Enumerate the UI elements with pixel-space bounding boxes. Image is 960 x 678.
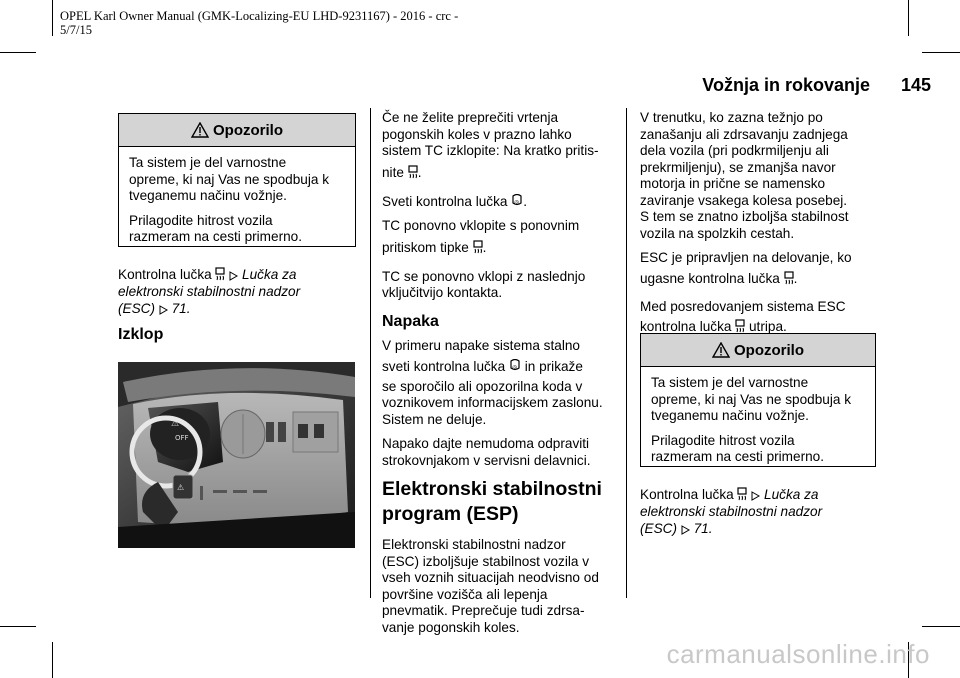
text-line: Med posredovanjem sistema ESC xyxy=(640,298,846,314)
text-line: TC ponovno vklopite s ponovnim xyxy=(382,218,580,233)
photo-button-label: OFF xyxy=(175,434,189,442)
reference-link[interactable]: (ESC) xyxy=(118,301,156,316)
heading-line: program (ESP) xyxy=(382,503,519,525)
text-line: tveganemu načinu vožnje. xyxy=(129,188,287,203)
text-line: Če ne želite preprečiti vrtenja xyxy=(382,110,559,125)
reference-page[interactable]: 71. xyxy=(171,301,191,316)
tc-off-indicator-icon xyxy=(511,194,523,208)
cross-reference xyxy=(118,266,358,317)
column-divider xyxy=(626,108,627,598)
traction-control-icon xyxy=(215,267,225,281)
text-line: razmeram na cesti primerno. xyxy=(129,229,302,244)
text-line: opreme, ki naj Vas ne spodbuja k xyxy=(651,391,851,407)
reference-link[interactable]: Lučka za xyxy=(764,487,819,502)
text-line: Sistem ne deluje. xyxy=(382,411,487,427)
crop-mark xyxy=(0,52,36,53)
paragraph xyxy=(382,338,622,428)
text-line: Prilagodite hitrost vozila xyxy=(129,212,273,228)
text-line: Ta sistem je del varnostne xyxy=(129,155,287,170)
svg-text:◎: ◎ xyxy=(514,198,520,206)
text-line: Elektronski stabilnostni nadzor xyxy=(382,537,566,552)
heading-izklop: Izklop xyxy=(118,326,164,343)
warning-icon xyxy=(712,342,730,358)
text-line: Prilagodite hitrost vozila xyxy=(651,432,795,448)
text-line: Napako dajte nemudoma odpraviti xyxy=(382,436,590,451)
text-line: vanje pogonskih koles. xyxy=(382,619,520,635)
text-line: Kontrolna lučka xyxy=(118,267,212,282)
paragraph xyxy=(382,537,622,636)
column-2-text xyxy=(382,110,622,644)
warning-paragraph xyxy=(129,155,345,205)
reference-link[interactable]: elektronski stabilnostni nadzor xyxy=(640,504,823,519)
section-title: Vožnja in rokovanje xyxy=(702,75,870,95)
text-line: (ESC) izboljšuje stabilnost vozila v xyxy=(382,553,590,569)
warning-paragraph xyxy=(651,433,865,466)
meta-line-1: OPEL Karl Owner Manual (GMK-Localizing-EU LHD-9231167) - 2016 - crc - xyxy=(60,9,459,23)
text-line: vozila na spolzkih cestah. xyxy=(640,225,795,241)
text-line: utripa. xyxy=(749,319,787,334)
column-divider xyxy=(370,108,371,598)
text-line: strokovnjakom v servisni delavnici. xyxy=(382,452,591,468)
text-line: pogonskih koles v prazno lahko xyxy=(382,126,572,142)
text-line: Ta sistem je del varnostne xyxy=(651,375,809,390)
paragraph: TC ponovno vklopite s ponovnim pritiskom tipke . xyxy=(382,218,580,255)
reference-link[interactable]: (ESC) xyxy=(640,521,678,536)
traction-control-icon xyxy=(737,487,747,501)
text-line: in prikaže xyxy=(524,358,583,374)
text-line: vseh voznih situacijah neodvisno od xyxy=(382,570,599,585)
column-3-reference xyxy=(640,486,880,545)
text-line: razmeram na cesti primerno. xyxy=(651,449,824,464)
text-line: Kontrolna lučka xyxy=(640,487,734,502)
text-line: prekrmiljenju), se zmanjša navor xyxy=(640,159,836,175)
heading-esp xyxy=(382,477,622,527)
text-line: opreme, ki naj Vas ne spodbuja k xyxy=(129,171,329,187)
paragraph: ESC je pripravljen na delovanje, ko ugasne kontrolna lučka . xyxy=(640,250,852,286)
crop-mark xyxy=(922,52,960,53)
warning-header xyxy=(119,114,355,147)
text-line: ESC je pripravljen na delovanje, ko xyxy=(640,250,852,265)
text-line: pnevmatik. Preprečuje tudi zdrsa- xyxy=(382,603,585,618)
svg-text:⚠: ⚠ xyxy=(171,419,180,429)
text-line: motorja in prične se namensko xyxy=(640,176,826,191)
reference-arrow-icon xyxy=(751,491,760,501)
text-line: zaviranje vsakega kolesa posebej. xyxy=(640,192,848,208)
column-3-text xyxy=(640,110,880,347)
text-line: dela vozila (pri podkrmiljenju ali xyxy=(640,143,829,158)
text-line: pritiskom tipke xyxy=(382,239,469,255)
text-line: voznikovem informacijskem zaslonu. xyxy=(382,395,603,410)
warning-icon xyxy=(191,122,209,138)
crop-mark xyxy=(52,0,53,36)
heading-line: Elektronski stabilnostni xyxy=(382,478,602,500)
reference-arrow-icon xyxy=(159,305,168,315)
dashboard-photo xyxy=(118,362,355,548)
text-line: površine vozišča ali lepenja xyxy=(382,586,548,602)
text-line: zanašanju ali zdrsavanju zadnjega xyxy=(640,126,848,142)
reference-arrow-icon xyxy=(681,525,690,535)
tc-fault-indicator-icon xyxy=(509,359,521,373)
svg-text:⚠: ⚠ xyxy=(177,483,185,492)
text-line: se sporočilo ali opozorilna koda v xyxy=(382,378,583,394)
warning-header xyxy=(641,334,875,367)
heading-napaka: Napaka xyxy=(382,312,439,330)
text-line: sveti kontrolna lučka xyxy=(382,358,506,374)
text-line: Sveti kontrolna lučka xyxy=(382,193,508,209)
paragraph xyxy=(382,269,622,302)
reference-page[interactable]: 71. xyxy=(693,521,713,536)
reference-link[interactable]: elektronski stabilnostni nadzor xyxy=(118,284,301,299)
text-line: TC se ponovno vklopi z naslednjo xyxy=(382,268,586,284)
crop-mark xyxy=(922,626,960,627)
text-line: ugasne kontrolna lučka xyxy=(640,270,780,286)
traction-control-off-icon xyxy=(408,165,418,179)
crop-mark xyxy=(908,0,909,36)
watermark: carmanualsonline.info xyxy=(666,639,930,669)
crop-mark xyxy=(0,626,36,627)
reference-link[interactable]: Lučka za xyxy=(242,267,297,282)
document-meta xyxy=(60,9,458,37)
text-line: nite xyxy=(382,164,404,180)
warning-paragraph xyxy=(651,375,865,425)
esc-indicator-icon xyxy=(735,319,745,333)
text-line: V primeru napake sistema stalno xyxy=(382,338,580,353)
crop-mark xyxy=(52,642,53,678)
text-line: tveganemu načinu vožnje. xyxy=(651,408,809,423)
text-line: S tem se znatno izboljša stabilnost xyxy=(640,209,849,224)
paragraph xyxy=(640,110,880,242)
reference-arrow-icon xyxy=(229,271,238,281)
warning-box xyxy=(118,113,356,247)
warning-paragraph xyxy=(129,213,345,246)
warning-title: Opozorilo xyxy=(213,121,283,139)
page-number: 145 xyxy=(900,75,931,95)
esc-indicator-icon xyxy=(784,271,794,285)
paragraph xyxy=(382,436,622,469)
paragraph: Če ne želite preprečiti vrtenja pogonskih koles v prazno lahko sistem TC izklopite: Na kratko pritis- nite . xyxy=(382,110,599,180)
traction-control-off-icon xyxy=(473,240,483,254)
text-line: vključitvijo kontakta. xyxy=(382,285,503,300)
svg-text:◎: ◎ xyxy=(511,363,518,371)
text-line: V trenutku, ko zazna težnjo po xyxy=(640,110,823,125)
column-1-text xyxy=(118,266,358,352)
cross-reference xyxy=(640,486,880,537)
paragraph: Sveti kontrolna lučka ◎ . xyxy=(382,193,527,209)
warning-title: Opozorilo xyxy=(734,341,804,359)
text-line: kontrolna lučka xyxy=(640,319,732,334)
text-line: sistem TC izklopite: Na kratko pritis- xyxy=(382,143,599,158)
meta-line-2: 5/7/15 xyxy=(60,23,92,37)
warning-box xyxy=(640,333,876,467)
